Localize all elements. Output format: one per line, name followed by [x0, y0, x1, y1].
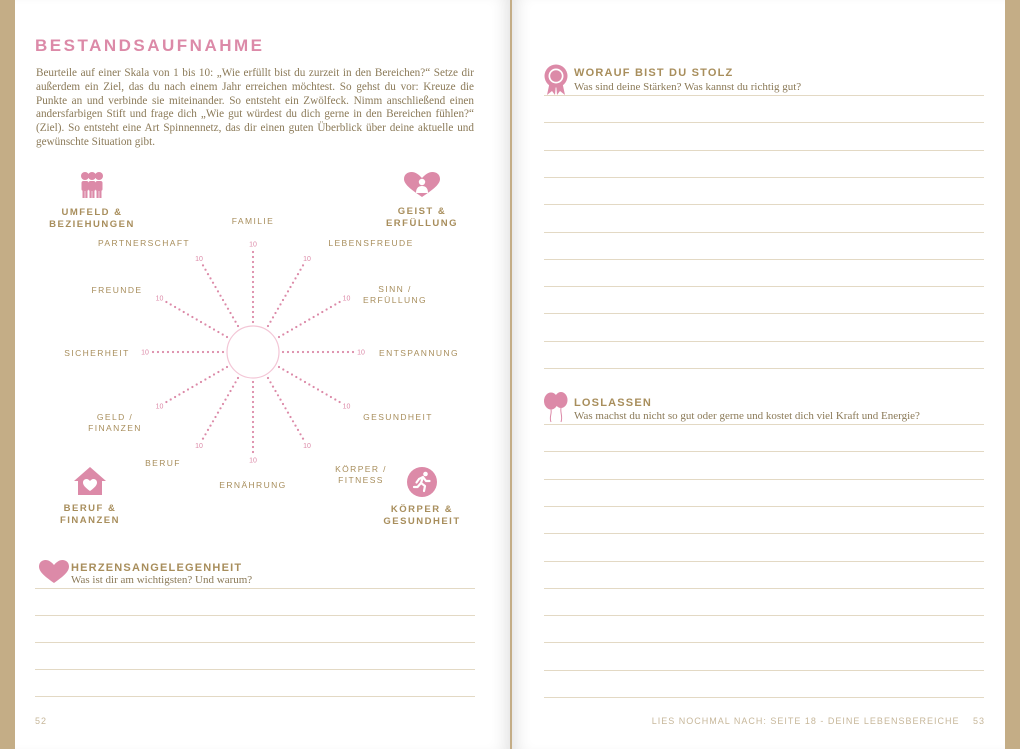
scale-dot [212, 282, 214, 284]
scale-dot [317, 351, 319, 353]
scale-dot [252, 416, 254, 418]
writing-line [544, 259, 984, 260]
scale-dot [327, 351, 329, 353]
scale-dot [334, 303, 336, 305]
scale-max-label: 10 [249, 457, 257, 465]
scale-max-label: 10 [141, 349, 149, 357]
writing-line [544, 204, 984, 205]
corner-label-line2: FINANZEN [59, 515, 121, 526]
scale-dot [157, 351, 159, 353]
scale-dot [282, 403, 284, 405]
scale-dot [165, 301, 167, 303]
scale-dot [252, 276, 254, 278]
scale-dot [284, 295, 286, 297]
scale-max-label: 10 [342, 295, 351, 303]
scale-dot [269, 321, 271, 323]
scale-dot [200, 381, 202, 383]
heart-section-title: HERZENSANGELEGENHEIT [71, 562, 243, 574]
scale-max-label: 10 [303, 256, 311, 263]
scale-dot [252, 286, 254, 288]
right-page [512, 0, 1005, 749]
footer-reference [652, 716, 985, 726]
scale-dot [282, 351, 284, 353]
scale-dot [172, 351, 174, 353]
scale-dot [304, 321, 306, 323]
scale-max-label: 10 [195, 443, 203, 450]
scale-dot [312, 351, 314, 353]
scale-dot [292, 351, 294, 353]
scale-dot [272, 386, 274, 388]
scale-dot [292, 282, 294, 284]
scale-dot [224, 399, 226, 401]
proud-section-title: WORAUF BIST DU STOLZ [574, 67, 734, 79]
intro-text: Beurteile auf einer Skala von 1 bis 10: „Wie erfüllt bist du zurzeit in den Bereichen?“ Setze dir außerdem ein Ziel, das du nach einem Jahr erreichen möchtest. So gehst du vor: Kreuze die Punkte an und verbinde sie miteinander. So entsteht ein Zwölfeck. Nimm anschließend einen andersfarbigen Stift und frage dich „Wie gut würdest du dich gerne in den Bereichen fühlen?“ (Ziel). So entsteht eine Art Spinnennetz, das dir einen guten Überblick über deine aktuelle und gewünschte Situation gibt. [36, 67, 474, 148]
scale-dot [226, 366, 228, 368]
area-label: GELD / FINANZEN [88, 412, 142, 433]
scale-dot [252, 426, 254, 428]
scale-dot [191, 316, 193, 318]
scale-dot [252, 306, 254, 308]
area-label: SINN / ERFÜLLUNG [362, 284, 428, 305]
scale-dot [272, 316, 274, 318]
area-label: ENTSPANNUNG [379, 348, 459, 358]
scale-dot [252, 261, 254, 263]
scale-dot [209, 326, 211, 328]
scale-dot [300, 323, 302, 325]
scale-max-label: 10 [303, 443, 311, 450]
scale-dot [229, 312, 231, 314]
heart-section-icon [39, 560, 69, 589]
scale-dot [279, 303, 281, 305]
writing-line [35, 615, 475, 616]
scale-dot [207, 429, 209, 431]
scale-dot [252, 291, 254, 293]
scale-dot [252, 316, 254, 318]
scale-dot [297, 351, 299, 353]
area-label: SICHERHEIT [64, 348, 130, 358]
scale-dot [252, 401, 254, 403]
letgo-section-title: LOSLASSEN [574, 397, 653, 409]
scale-dot [326, 393, 328, 395]
writing-line [544, 150, 984, 151]
scale-dot [282, 299, 284, 301]
scale-dot [222, 368, 224, 370]
scale-dot [252, 421, 254, 423]
scale-dot [212, 420, 214, 422]
corner-label-line1: UMFELD & [61, 207, 123, 218]
scale-dot [287, 351, 289, 353]
scale-dot [302, 438, 304, 440]
scale-dot [191, 386, 193, 388]
scale-dot [229, 390, 231, 392]
scale-dot [277, 394, 279, 396]
corner-label-line2: ERFÜLLUNG [385, 218, 459, 229]
scale-dot [282, 368, 284, 370]
scale-dot [207, 273, 209, 275]
area-label: GESUNDHEIT [363, 412, 433, 422]
scale-dot [287, 371, 289, 373]
scale-dot [252, 406, 254, 408]
scale-dot [177, 351, 179, 353]
writing-line [544, 642, 984, 643]
area-label: FAMILIE [231, 216, 275, 226]
scale-dot [209, 277, 211, 279]
scale-dot [294, 277, 296, 279]
writing-line [544, 533, 984, 534]
scale-dot [252, 436, 254, 438]
scale-dot [302, 264, 304, 266]
scale-dot [294, 425, 296, 427]
scale-dot [204, 323, 206, 325]
scale-dot [170, 398, 172, 400]
scale-dot [289, 286, 291, 288]
area-label: KÖRPER / FITNESS [335, 464, 387, 485]
scale-dot [213, 328, 215, 330]
writing-line [35, 696, 475, 697]
scale-dot [317, 313, 319, 315]
scale-dot [299, 433, 301, 435]
scale-dot [252, 431, 254, 433]
area-label: FREUNDE [91, 285, 143, 295]
scale-dot [313, 316, 315, 318]
scale-dot [252, 301, 254, 303]
scale-dot [321, 391, 323, 393]
scale-dot [252, 441, 254, 443]
scale-dot [209, 425, 211, 427]
scale-dot [252, 296, 254, 298]
scale-dot [234, 321, 236, 323]
proud-section-question: Was sind deine Stärken? Was kannst du richtig gut? [574, 81, 802, 93]
scale-dot [317, 388, 319, 390]
scale-dot [182, 351, 184, 353]
scale-dot [227, 308, 229, 310]
scale-dot [204, 269, 206, 271]
scale-dot [334, 398, 336, 400]
scale-dot [222, 333, 224, 335]
scale-dot [291, 328, 293, 330]
scale-dot [252, 251, 254, 253]
scale-dot [302, 351, 304, 353]
scale-dot [204, 433, 206, 435]
scale-dot [252, 386, 254, 388]
scale-dot [308, 383, 310, 385]
scale-dot [252, 266, 254, 268]
scale-dot [277, 308, 279, 310]
area-label: ERNÄHRUNG [219, 480, 287, 490]
scale-dot [297, 429, 299, 431]
scale-dot [287, 331, 289, 333]
scale-dot [282, 333, 284, 335]
scale-dot [202, 264, 204, 266]
scale-dot [274, 312, 276, 314]
corner-label-line1: KÖRPER & [390, 504, 454, 515]
scale-dot [291, 373, 293, 375]
scale-dot [187, 388, 189, 390]
scale-dot [187, 351, 189, 353]
scale-dot [165, 401, 167, 403]
scale-dot [252, 446, 254, 448]
scale-dot [252, 271, 254, 273]
scale-dot [307, 351, 309, 353]
scale-dot [299, 269, 301, 271]
scale-max-label: 10 [195, 256, 203, 263]
scale-dot [217, 351, 219, 353]
scale-dot [192, 351, 194, 353]
writing-line [544, 588, 984, 589]
area-label: LEBENSFREUDE [328, 238, 414, 248]
writing-line [544, 122, 984, 123]
page-number-left: 52 [35, 716, 48, 726]
area-label: PARTNERSCHAFT [97, 238, 191, 248]
life-wheel-diagram [15, 0, 510, 749]
scale-dot [330, 306, 332, 308]
left-page [15, 0, 510, 749]
writing-line [544, 368, 984, 369]
scale-dot [252, 391, 254, 393]
scale-dot [222, 403, 224, 405]
scale-dot [183, 311, 185, 313]
scale-dot [304, 381, 306, 383]
scale-dot [252, 396, 254, 398]
scale-dot [204, 378, 206, 380]
scale-dot [219, 407, 221, 409]
writing-line [544, 479, 984, 480]
scale-max-label: 10 [155, 403, 164, 411]
writing-line [544, 451, 984, 452]
scale-dot [297, 273, 299, 275]
writing-line [544, 313, 984, 314]
scale-dot [252, 451, 254, 453]
scale-max-label: 10 [357, 349, 365, 357]
scale-dot [295, 376, 297, 378]
scale-dot [222, 299, 224, 301]
scale-dot [332, 351, 334, 353]
scale-dot [217, 412, 219, 414]
scale-max-label: 10 [342, 403, 351, 411]
area-label: BERUF [145, 458, 181, 468]
scale-dot [278, 366, 280, 368]
scale-dot [232, 386, 234, 388]
scale-dot [214, 416, 216, 418]
letgo-section-question: Was machst du nicht so gut oder gerne und kostet dich viel Kraft und Energie? [574, 410, 920, 422]
scale-dot [222, 351, 224, 353]
scale-dot [152, 351, 154, 353]
writing-line [544, 424, 984, 425]
scale-dot [209, 376, 211, 378]
scale-dot [292, 420, 294, 422]
scale-dot [267, 325, 269, 327]
scale-dot [326, 308, 328, 310]
scale-dot [287, 290, 289, 292]
corner-label-line1: GEIST & [397, 206, 447, 217]
scale-dot [237, 377, 239, 379]
scale-dot [237, 325, 239, 327]
writing-line [544, 561, 984, 562]
scale-dot [300, 378, 302, 380]
scale-dot [217, 371, 219, 373]
scale-dot [219, 295, 221, 297]
corner-label-line2: GESUNDHEIT [383, 516, 461, 527]
scale-dot [224, 303, 226, 305]
scale-max-label: 10 [249, 241, 257, 249]
scale-dot [196, 383, 198, 385]
writing-line [35, 588, 475, 589]
scale-dot [337, 351, 339, 353]
scale-dot [217, 290, 219, 292]
wheel-center-circle [227, 326, 279, 378]
writing-line [544, 615, 984, 616]
corner-label-line1: BERUF & [63, 503, 117, 514]
scale-dot [330, 396, 332, 398]
scale-dot [187, 313, 189, 315]
heart-section-question: Was ist dir am wichtigsten? Und warum? [71, 574, 253, 586]
scale-dot [267, 377, 269, 379]
scale-dot [178, 308, 180, 310]
scale-dot [279, 399, 281, 401]
scale-dot [274, 390, 276, 392]
writing-line [544, 697, 984, 698]
scale-dot [183, 391, 185, 393]
scale-dot [278, 336, 280, 338]
scale-dot [295, 326, 297, 328]
scale-dot [227, 394, 229, 396]
scale-dot [212, 351, 214, 353]
scale-dot [178, 393, 180, 395]
scale-dot [252, 311, 254, 313]
scale-dot [313, 386, 315, 388]
scale-dot [200, 321, 202, 323]
scale-dot [162, 351, 164, 353]
writing-line [544, 95, 984, 96]
scale-dot [232, 316, 234, 318]
scale-dot [342, 351, 344, 353]
scale-dot [252, 281, 254, 283]
writing-line [544, 286, 984, 287]
scale-dot [352, 351, 354, 353]
writing-line [544, 232, 984, 233]
scale-dot [202, 438, 204, 440]
corner-label-line2: BEZIEHUNGEN [49, 219, 135, 230]
scale-dot [213, 373, 215, 375]
page-number-right: 53 [972, 716, 985, 726]
footer-reference-text: LIES NOCHMAL NACH: SEITE 18 - DEINE LEBENSBEREICHE [651, 716, 960, 726]
scale-dot [287, 412, 289, 414]
scale-dot [217, 331, 219, 333]
scale-dot [322, 351, 324, 353]
scale-dot [252, 256, 254, 258]
scale-dot [196, 318, 198, 320]
scale-dot [226, 336, 228, 338]
scale-dot [170, 303, 172, 305]
scale-dot [167, 351, 169, 353]
scale-dot [174, 396, 176, 398]
scale-dot [339, 301, 341, 303]
writing-line [544, 177, 984, 178]
scale-dot [202, 351, 204, 353]
scale-dot [214, 286, 216, 288]
scale-dot [308, 318, 310, 320]
page-title: BESTANDSAUFNAHME [35, 36, 265, 55]
scale-dot [234, 381, 236, 383]
scale-dot [207, 351, 209, 353]
writing-line [544, 341, 984, 342]
writing-line [35, 669, 475, 670]
scale-dot [321, 311, 323, 313]
scale-dot [252, 411, 254, 413]
writing-line [544, 506, 984, 507]
scale-dot [347, 351, 349, 353]
scale-dot [269, 381, 271, 383]
scale-dot [252, 321, 254, 323]
scale-max-label: 10 [155, 295, 164, 303]
scale-dot [289, 416, 291, 418]
scale-dot [339, 401, 341, 403]
scale-dot [252, 381, 254, 383]
scale-dot [174, 306, 176, 308]
scale-dot [197, 351, 199, 353]
scale-dot [284, 407, 286, 409]
writing-line [35, 642, 475, 643]
writing-line [544, 670, 984, 671]
